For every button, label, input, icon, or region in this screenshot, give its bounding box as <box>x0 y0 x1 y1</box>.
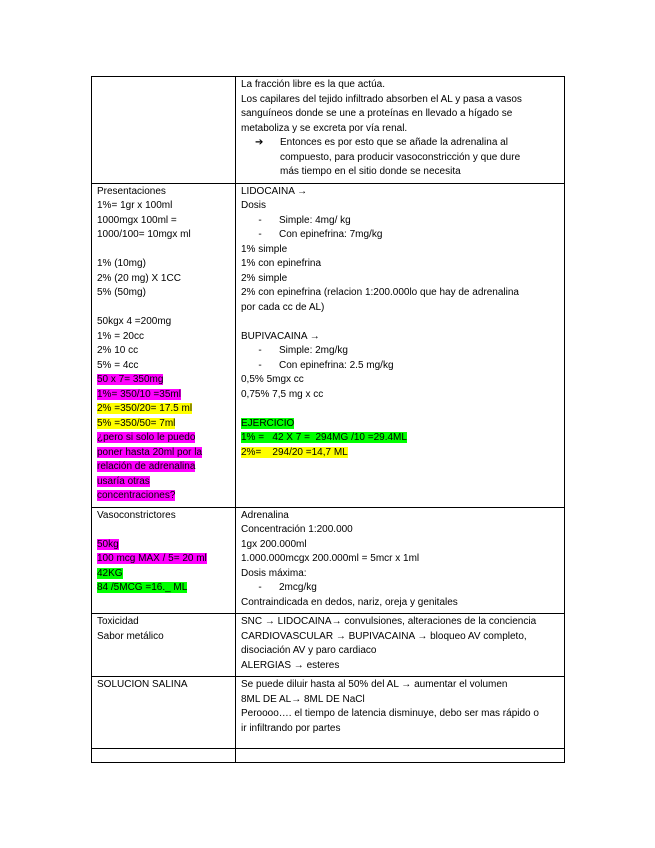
text-line: 2% simple <box>241 272 288 284</box>
highlight-question: ¿pero si solo le puedo <box>97 432 196 443</box>
text-line: metaboliza y se excreta por vía renal. <box>241 122 408 134</box>
list-item: Simple: 2mg/kg <box>279 345 348 356</box>
cell-left-empty <box>92 77 236 184</box>
cell-vasoconstrictores <box>92 507 236 614</box>
right-arrow-icon: ➔ <box>255 137 264 148</box>
text-line: Contraindicada en dedos, nariz, oreja y genitales <box>241 596 458 608</box>
text-line: 8ML DE AL→ 8ML DE NaCl <box>241 693 365 705</box>
text-line: Concentración 1:200.000 <box>241 524 353 535</box>
cell-solucion-detalle <box>236 677 565 749</box>
text-line: compuesto, para producir vasoconstricción y que dure <box>280 151 521 163</box>
highlight-magenta: 50kg <box>97 538 119 550</box>
cell-intro <box>236 77 565 184</box>
text-line: 0,75% 7,5 mg x cc <box>241 388 324 400</box>
table-row <box>92 677 565 749</box>
text-line: 2% (20 mg) X 1CC <box>97 272 181 284</box>
section-title: BUPIVACAINA → <box>241 330 320 342</box>
dash-bullet: - <box>258 214 262 226</box>
text-line: Sabor metálico <box>97 630 164 642</box>
text-line: Dosis <box>241 200 267 211</box>
text-line: por cada cc de AL) <box>241 301 325 313</box>
text-line: sanguíneos donde se une a proteínas en llevado a hígado se <box>241 108 513 119</box>
dash-bullet: - <box>258 345 262 356</box>
text-line: Los capilares del tejido infiltrado absorben el AL y pasa a vasos <box>241 93 522 105</box>
text-line: Dosis máxima: <box>241 567 307 579</box>
cell-empty <box>236 749 565 763</box>
cell-anestesicos <box>236 183 565 507</box>
highlight-question: concentraciones? <box>97 490 176 501</box>
text-line: 1% con epinefrina <box>241 258 322 269</box>
text-line: 1% (10mg) <box>97 258 146 269</box>
highlight-magenta: 1%= 350/10 =35ml <box>97 388 181 400</box>
text-line: 1000/100= 10mgx ml <box>97 229 191 240</box>
highlight-yellow: 5% =350/50= 7ml <box>97 417 176 429</box>
notes-table <box>91 76 565 763</box>
text-line: 1.000.000mcgx 200.000ml = 5mcr x 1ml <box>241 553 420 564</box>
section-title: SOLUCION SALINA <box>97 679 188 690</box>
text-line: ALERGIAS → esteres <box>241 659 340 671</box>
highlight-magenta: 100 mcg MAX / 5= 20 ml <box>97 553 207 564</box>
text-line: La fracción libre es la que actúa. <box>241 79 385 90</box>
cell-toxicidad <box>92 614 236 677</box>
text-line: Peroooo…. el tiempo de latencia disminuye, debo ser mas rápido o <box>241 708 539 719</box>
table-row <box>92 183 565 507</box>
table-row <box>92 507 565 614</box>
cell-solucion-salina <box>92 677 236 749</box>
dash-bullet: - <box>258 359 262 371</box>
section-title: Adrenalina <box>241 509 289 521</box>
highlight-green: 42KG <box>97 567 123 579</box>
text-line: 50kgx 4 =200mg <box>97 316 172 327</box>
highlight-question: relación de adrenalina <box>97 461 196 472</box>
cell-empty <box>92 749 236 763</box>
table-row <box>92 749 565 763</box>
text-line: 1gx 200.000ml <box>241 538 307 550</box>
list-item: Con epinefrina: 7mg/kg <box>279 229 383 240</box>
highlight-question: poner hasta 20ml por la <box>97 446 203 458</box>
dash-bullet: - <box>258 229 262 240</box>
text-line: 2% con epinefrina (relacion 1:200.000lo que hay de adrenalina <box>241 287 519 298</box>
list-item: Con epinefrina: 2.5 mg/kg <box>279 359 394 371</box>
text-line: 5% = 4cc <box>97 359 139 371</box>
list-item: Simple: 4mg/ kg <box>279 214 351 226</box>
arrow-bullet <box>255 136 559 180</box>
highlight-green: 1% = 42 X 7 = 294MG /10 =29.4ML <box>241 432 407 443</box>
text-line: Se puede diluir hasta al 50% del AL → aumentar el volumen <box>241 679 508 690</box>
highlight-yellow: 2%= 294/20 =14,7 ML <box>241 446 348 458</box>
section-title: Toxicidad <box>97 616 139 627</box>
text-line: 5% (50mg) <box>97 287 146 298</box>
section-title: Presentaciones <box>97 185 166 197</box>
cell-presentaciones <box>92 183 236 507</box>
highlight-green: 84 /5MCG =16._ ML <box>97 582 188 593</box>
highlight-green: EJERCICIO <box>241 417 295 429</box>
section-title: Vasoconstrictores <box>97 509 176 521</box>
highlight-yellow: 2% =350/20= 17.5 ml <box>97 403 193 414</box>
list-item: 2mcg/kg <box>279 582 317 593</box>
text-line: 1000mgx 100ml = <box>97 214 177 226</box>
text-line: 2% 10 cc <box>97 345 139 356</box>
text-line: SNC → LIDOCAINA→ convulsiones, alteraciones de la conciencia <box>241 616 537 627</box>
text-line: 0,5% 5mgx cc <box>241 374 304 385</box>
highlight-magenta: 50 x 7= 350mg <box>97 374 164 385</box>
cell-toxicidad-detalle <box>236 614 565 677</box>
text-line: más tiempo en el sitio donde se necesita <box>280 166 461 177</box>
text-line: 1% simple <box>241 243 288 255</box>
text-line: 1% = 20cc <box>97 330 144 342</box>
text-line: CARDIOVASCULAR → BUPIVACAINA → bloqueo AV completo, <box>241 630 527 642</box>
text-line: ir infiltrando por partes <box>241 722 341 734</box>
table-row <box>92 614 565 677</box>
section-title: LIDOCAINA → <box>241 185 308 197</box>
text-line: 1%= 1gr x 100ml <box>97 200 173 211</box>
cell-adrenalina <box>236 507 565 614</box>
table-row <box>92 77 565 184</box>
text-line: Entonces es por esto que se añade la adrenalina al <box>280 137 508 148</box>
dash-bullet: - <box>258 582 262 593</box>
highlight-question: usaría otras <box>97 475 150 487</box>
text-line: disociación AV y paro cardiaco <box>241 645 377 656</box>
